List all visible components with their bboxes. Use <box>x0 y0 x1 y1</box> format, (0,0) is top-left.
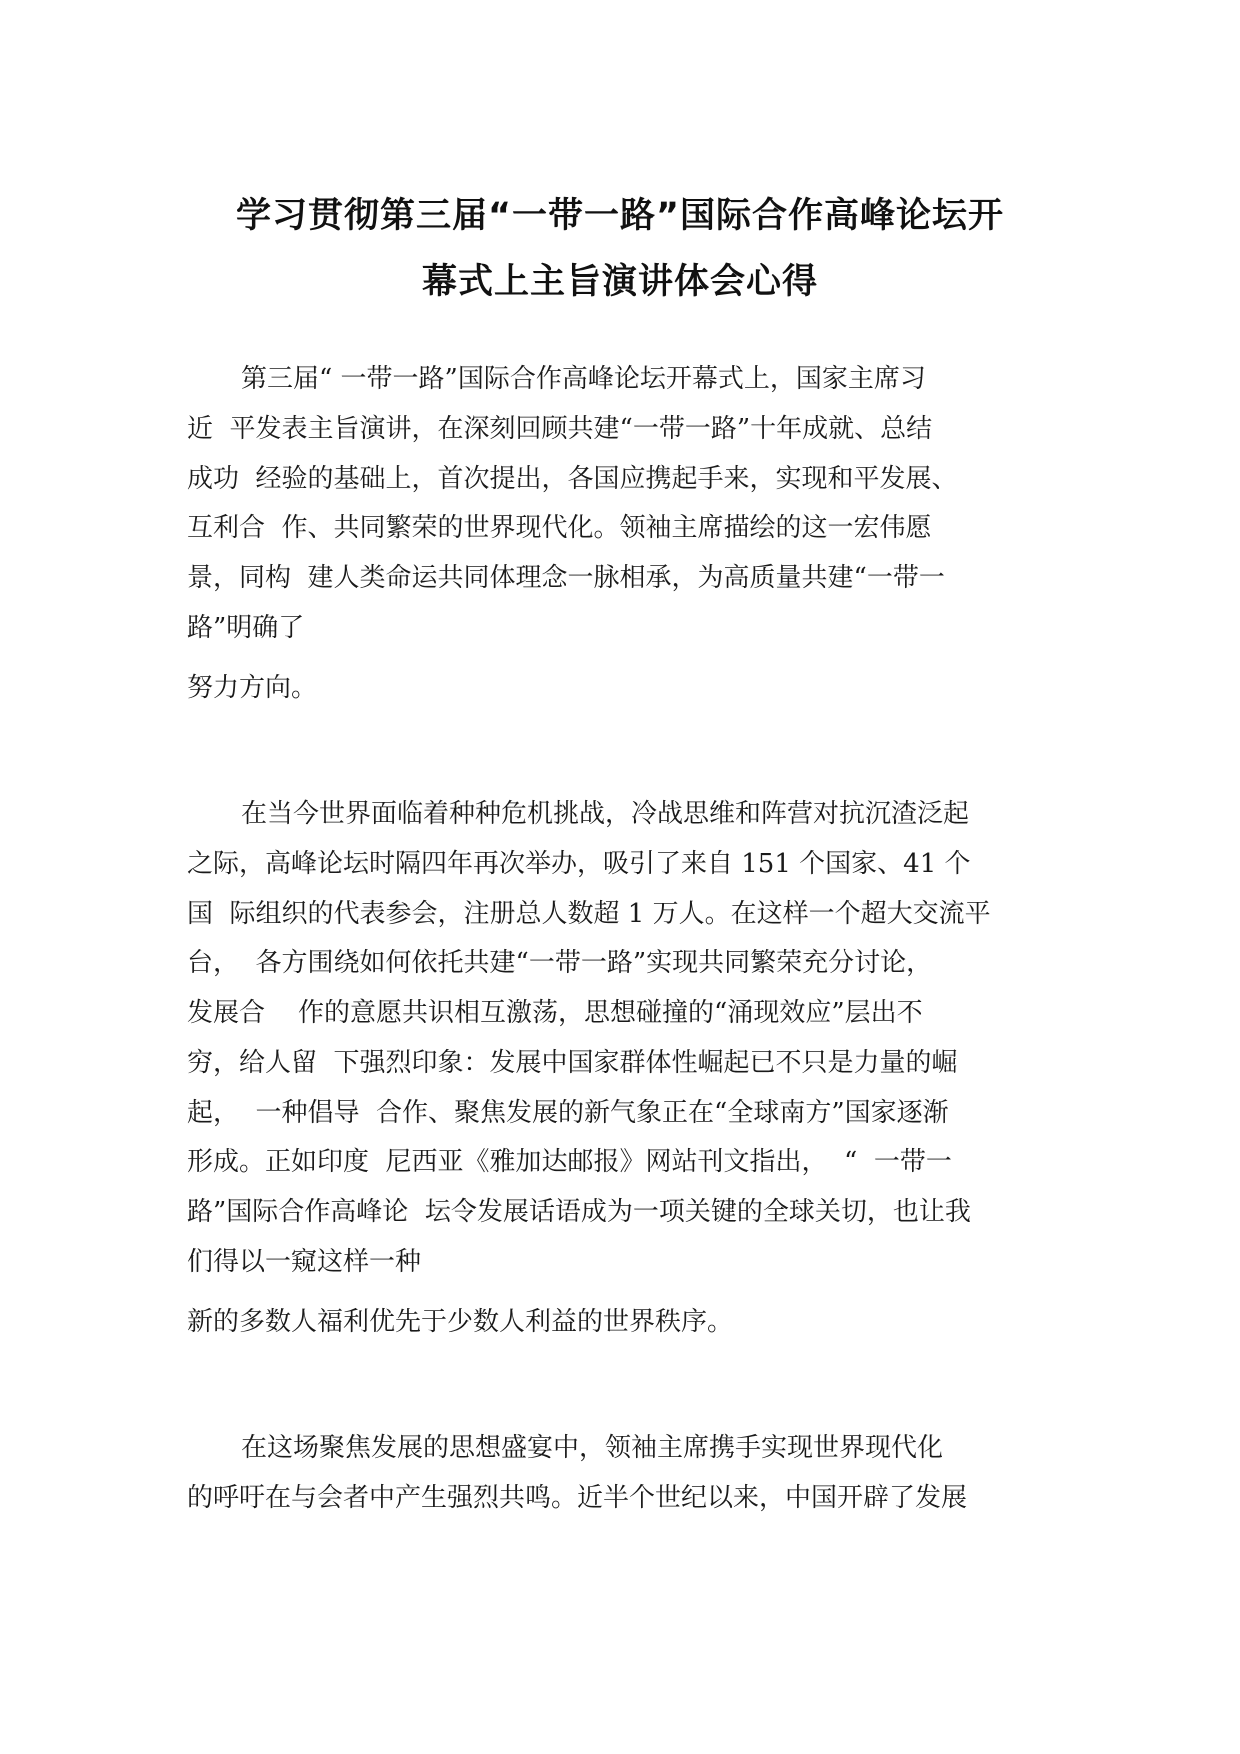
document-title-line-1: 学习贯彻第三届“一带一路”国际合作高峰论坛开 <box>235 196 1004 236</box>
paragraph-3-line-2: 的呼吁在与会者中产生强烈共鸣。近半个世纪以来，中国开辟了发展 <box>187 1483 968 1513</box>
paragraph-2-line-9: 路”国际合作高峰论 坛令发展话语成为一项关键的全球关切，也让我 <box>187 1197 971 1227</box>
paragraph-1-line-6: 路”明确了 <box>187 613 305 643</box>
paragraph-1-line-2: 近 平发表主旨演讲，在深刻回顾共建“一带一路”十年成就、总结 <box>187 414 933 444</box>
paragraph-2-line-10: 们得以一窥这样一种 <box>187 1247 422 1277</box>
paragraph-2-line-3: 国 际组织的代表参会，注册总人数超 1 万人。在这样一个超大交流平 <box>187 899 991 929</box>
paragraph-2-line-7: 起， 一种倡导 合作、聚焦发展的新气象正在“全球南方”国家逐渐 <box>187 1098 949 1128</box>
paragraph-2-line-6: 穷，给人留 下强烈印象：发展中国家群体性崛起已不只是力量的崛 <box>187 1048 958 1078</box>
paragraph-1-line-1: 第三届“ 一带一路”国际合作高峰论坛开幕式上，国家主席习 <box>241 364 926 394</box>
paragraph-2-line-11: 新的多数人福利优先于少数人利益的世界秩序。 <box>187 1307 734 1337</box>
paragraph-2-line-2: 之际，高峰论坛时隔四年再次举办，吸引了来自 151 个国家、41 个 <box>187 849 971 879</box>
paragraph-2-line-4: 台， 各方围绕如何依托共建“一带一路”实现共同繁荣充分讨论， <box>187 948 933 978</box>
paragraph-1-line-5: 景，同构 建人类命运共同体理念一脉相承，为高质量共建“一带一 <box>187 563 945 593</box>
document-title-line-2: 幕式上主旨演讲体会心得 <box>421 262 818 302</box>
paragraph-1-line-4: 互利合 作、共同繁荣的世界现代化。领袖主席描绘的这一宏伟愿 <box>187 513 932 543</box>
paragraph-1-line-3: 成功 经验的基础上，首次提出，各国应携起手来，实现和平发展、 <box>187 464 958 494</box>
paragraph-2-line-5: 发展合 作的意愿共识相互激荡，思想碰撞的“涌现效应”层出不 <box>187 998 923 1028</box>
paragraph-1-line-7: 努力方向。 <box>187 673 318 703</box>
paragraph-2-line-1: 在当今世界面临着种种危机挑战，冷战思维和阵营对抗沉渣泛起 <box>241 799 970 829</box>
paragraph-3-line-1: 在这场聚焦发展的思想盛宴中，领袖主席携手实现世界现代化 <box>241 1433 944 1463</box>
paragraph-2-line-8: 形成。正如印度 尼西亚《雅加达邮报》网站刊文指出， “ 一带一 <box>187 1147 952 1177</box>
